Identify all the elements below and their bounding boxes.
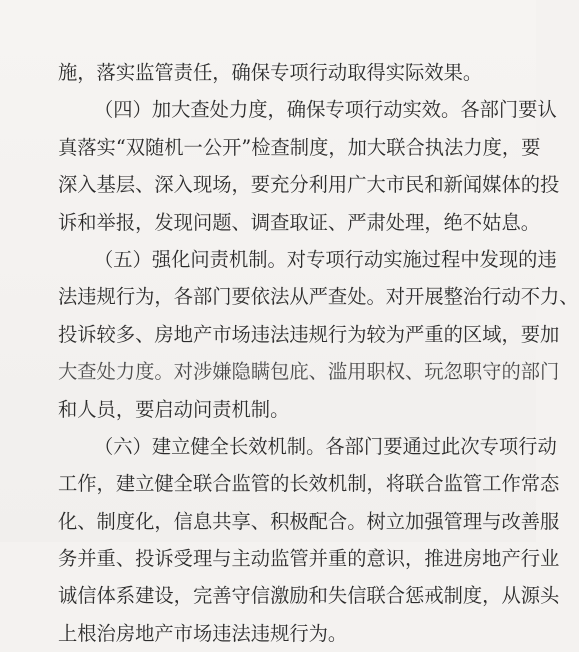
body-line-14: 务并重、投诉受理与主动监管并重的意识，推进房地产行业 — [58, 547, 560, 571]
body-line-7: 法违规行为，各部门要依法从严查处。对开展整治行动不力、 — [58, 285, 579, 309]
body-line-11: （六）建立健全长效机制。各部门要通过此次专项行动 — [94, 434, 557, 458]
body-line-2: （四）加大查处力度，确保专项行动实效。各部门要认 — [94, 98, 557, 122]
body-line-10: 和人员，要启动问责机制。 — [58, 397, 290, 421]
body-line-12: 工作，建立健全联合监管的长效机制，将联合监管工作常态 — [58, 472, 560, 496]
body-line-3: 真落实“双随机一公开”检查制度，加大联合执法力度，要 — [58, 135, 541, 159]
body-line-6: （五）强化问责机制。对专项行动实施过程中发现的违 — [94, 247, 557, 271]
body-line-4: 深入基层、深入现场，要充分利用广大市民和新闻媒体的投 — [58, 173, 560, 197]
body-line-9: 大查处力度。对涉嫌隐瞒包庇、滥用职权、玩忽职守的部门 — [58, 360, 560, 384]
body-line-16: 上根治房地产市场违法违规行为。 — [58, 621, 348, 645]
document-body — [58, 0, 579, 652]
body-line-13: 化、制度化，信息共享、积极配合。树立加强管理与改善服 — [58, 509, 560, 533]
body-line-5: 诉和举报，发现问题、调查取证、严肃处理，绝不姑息。 — [58, 210, 541, 234]
body-line-8: 投诉较多、房地产市场违法违规行为较为严重的区域，要加 — [58, 322, 560, 346]
body-line-15: 诚信体系建设，完善守信激励和失信联合惩戒制度，从源头 — [58, 584, 560, 608]
body-line-1: 施，落实监管责任，确保专项行动取得实际效果。 — [58, 61, 483, 84]
